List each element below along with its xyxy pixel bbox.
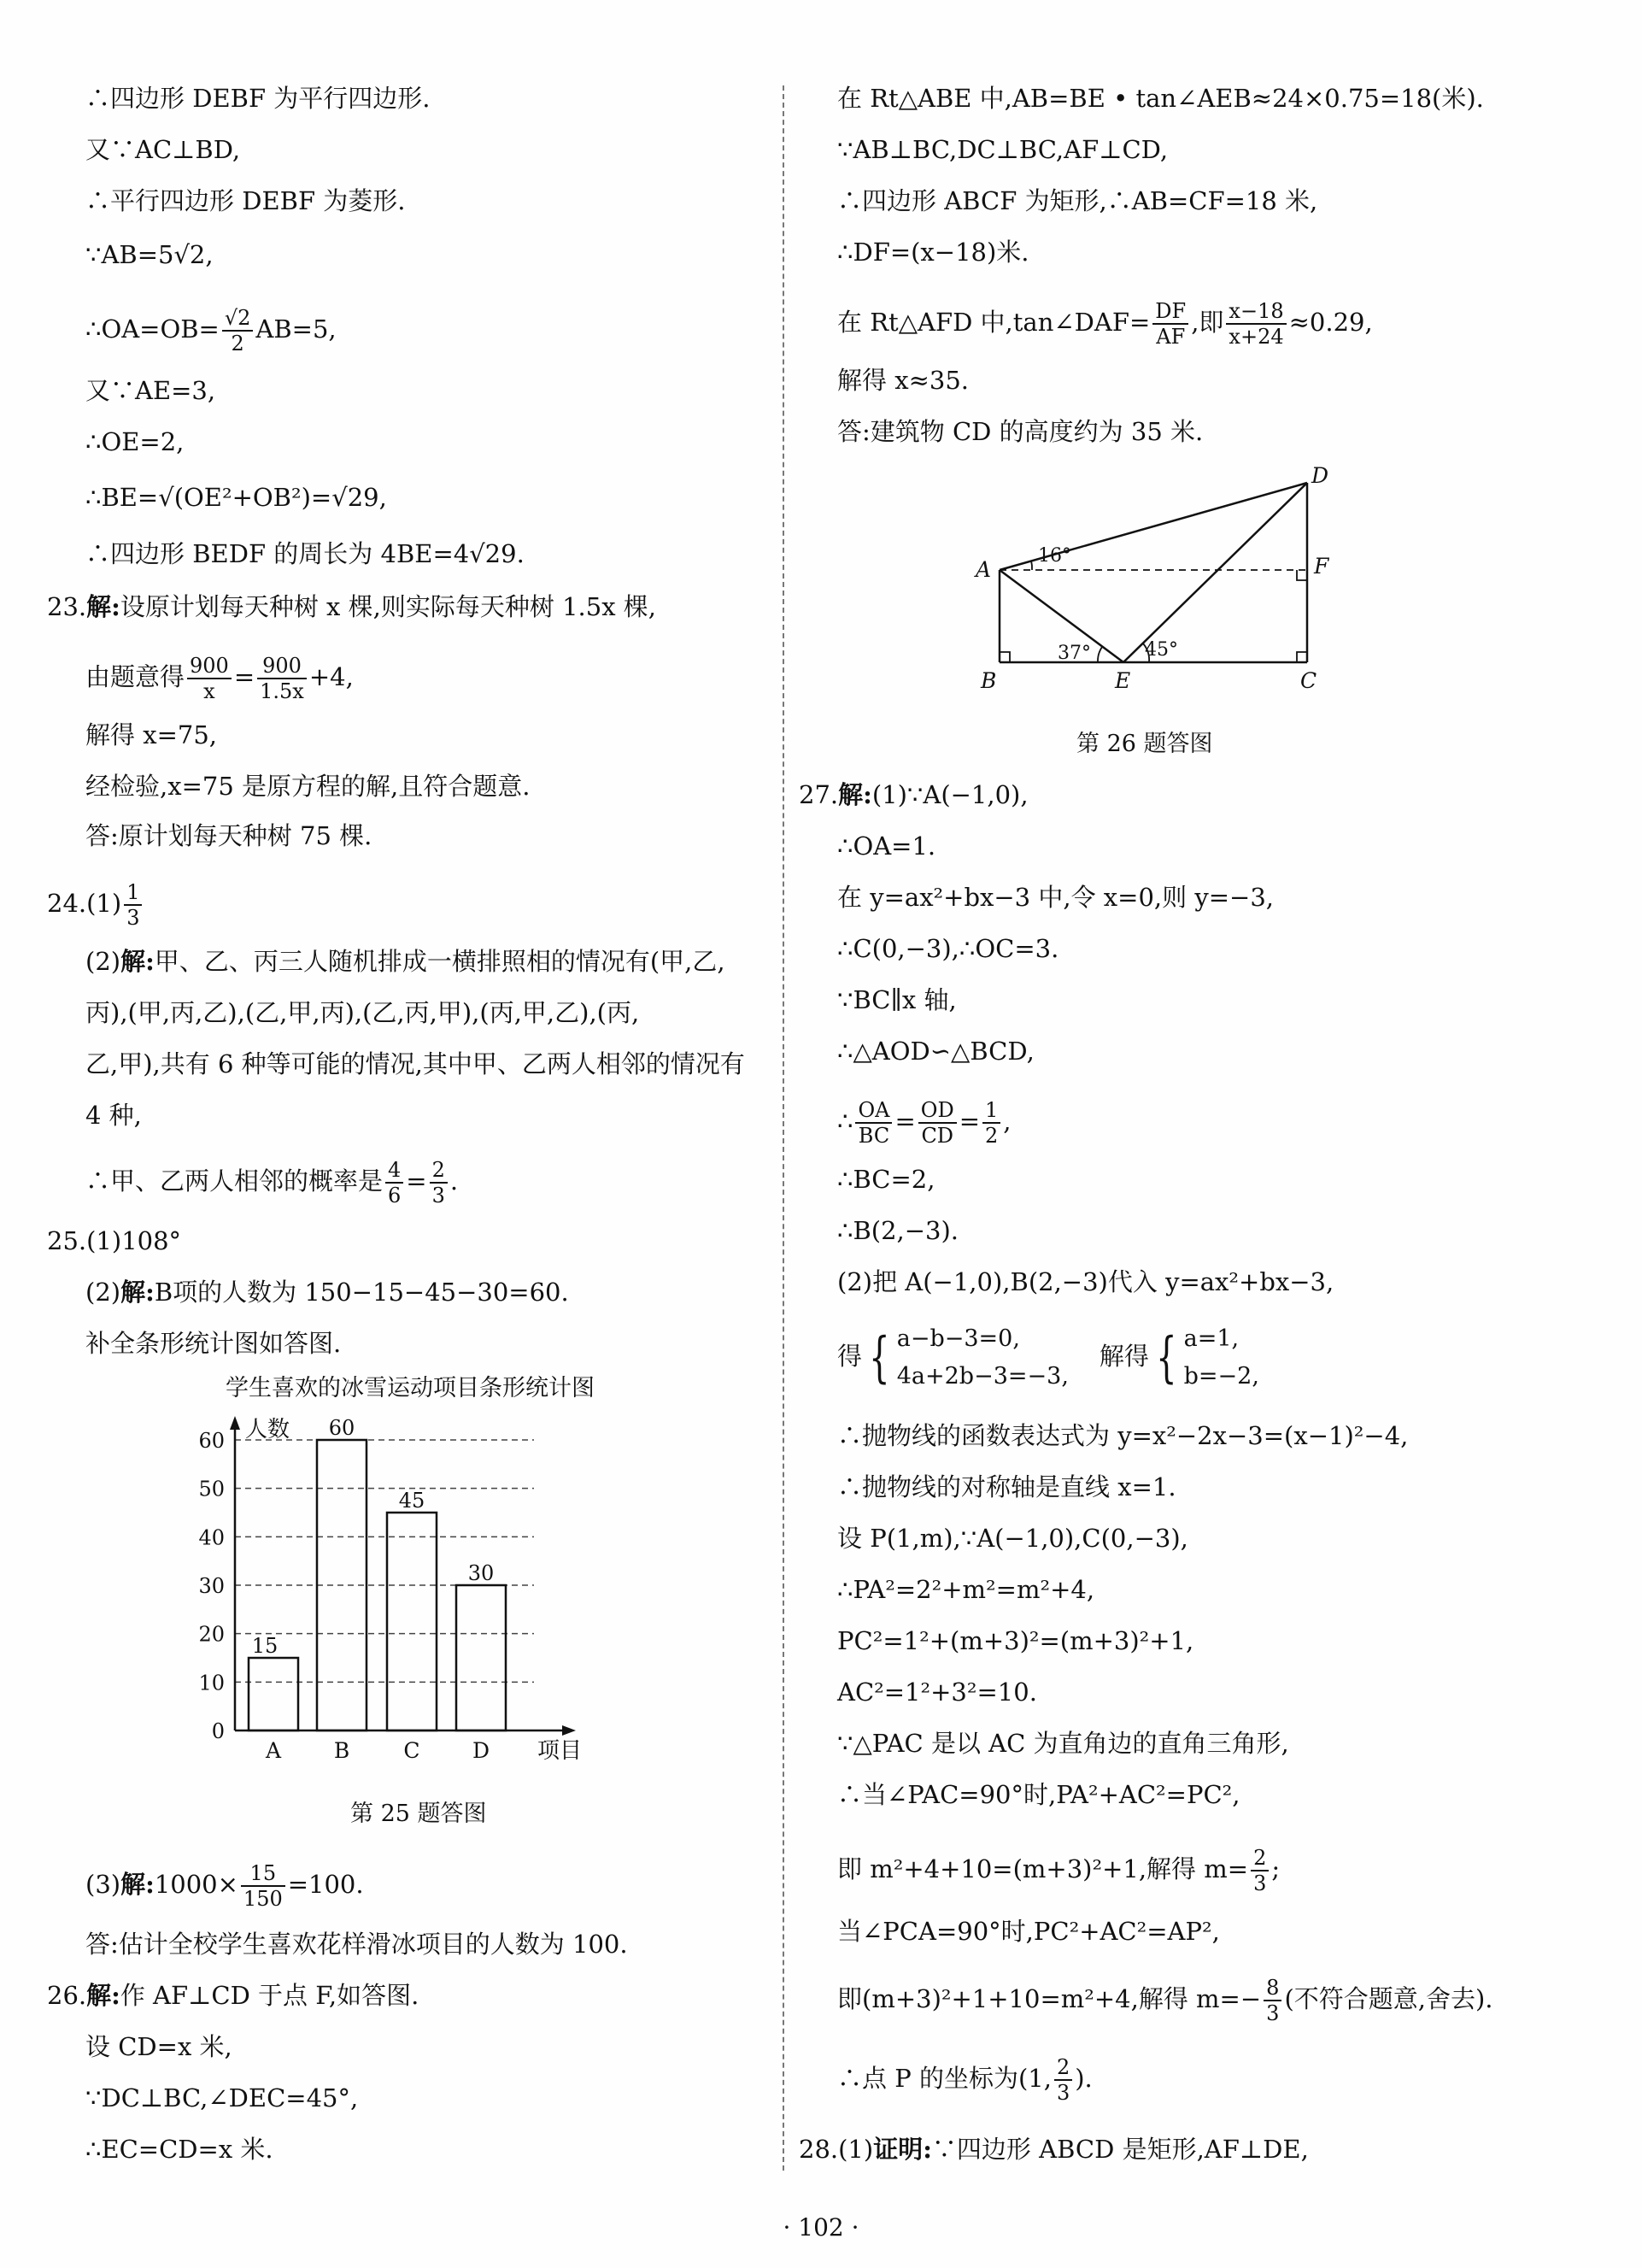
denominator: 3: [1056, 2081, 1070, 2105]
fraction: [918, 1098, 957, 1148]
text-line: 在 y=ax²+bx−3 中,令 x=0,则 y=−3,: [837, 883, 1274, 912]
y-axis-label: 人数: [245, 1417, 290, 1442]
numerator: 2: [1054, 2055, 1072, 2081]
numerator: OA: [855, 1098, 892, 1124]
text-segment: (1)∵A(−1,0),: [871, 780, 1029, 809]
fraction: [855, 1098, 892, 1148]
point-label-F: F: [1314, 554, 1329, 579]
bar: [456, 1585, 506, 1730]
denominator: 3: [1253, 1871, 1267, 1895]
text-line: AC²=1²+3²=10.: [837, 1677, 1037, 1707]
question-number: 23.: [47, 592, 87, 621]
text-line: [85, 654, 354, 703]
text-line: ∴平行四边形 DEBF 为菱形.: [85, 186, 406, 215]
fraction: [1264, 1976, 1281, 2025]
text-line: (2)把 A(−1,0),B(2,−3)代入 y=ax²+bx−3,: [837, 1267, 1334, 1296]
text-segment: 由题意得: [85, 662, 185, 691]
text-line: 4 种,: [85, 1101, 142, 1130]
denominator: 3: [1266, 2001, 1280, 2025]
text-line: ∴B(2,−3).: [837, 1216, 959, 1245]
question-23: [47, 590, 656, 624]
fraction: [1226, 299, 1286, 349]
figure-caption: 第 25 题答图: [350, 1801, 487, 1827]
bar: [387, 1513, 437, 1730]
point-label-A: A: [976, 557, 992, 582]
text-segment: (3): [85, 1870, 121, 1899]
system: [1184, 1320, 1259, 1395]
text-segment: ∴OA=OB=: [85, 314, 220, 344]
text-segment: +4,: [308, 662, 354, 691]
text-segment: ).: [1075, 2064, 1093, 2093]
y-axis-arrow: [230, 1416, 240, 1430]
equation: a−b−3=0,: [896, 1325, 1020, 1352]
text-segment: 解得: [1099, 1342, 1149, 1371]
equation: b=−2,: [1183, 1363, 1259, 1390]
text-segment: 即 m²+4+10=(m+3)²+1,解得 m=: [837, 1854, 1249, 1883]
text-line: [85, 1861, 364, 1911]
question-number: 28.(1): [799, 2135, 874, 2164]
text-segment: 1000×: [154, 1870, 238, 1899]
angle-label-45: 45°: [1145, 639, 1178, 661]
point-label-C: C: [1300, 668, 1317, 693]
denominator: x: [203, 679, 215, 703]
y-tick-label: 40: [198, 1525, 225, 1550]
text-segment: =: [959, 1107, 981, 1136]
solution-label: 解:: [120, 947, 155, 976]
text-line: 当∠PCA=90°时,PC²+AC²=AP²,: [837, 1917, 1220, 1946]
y-tick-label: 50: [198, 1477, 225, 1501]
text-segment: (2): [85, 1278, 121, 1307]
x-tick-label: C: [403, 1738, 420, 1763]
numerator: 1: [982, 1098, 1000, 1124]
text-line: ∴PA²=2²+m²=m²+4,: [837, 1575, 1095, 1604]
text-line: ∴OA=1.: [837, 831, 936, 861]
equation: 4a+2b−3=−3,: [896, 1363, 1069, 1390]
fraction: [385, 1158, 403, 1207]
geometry-figure-26: [965, 466, 1358, 701]
solution-label: 解:: [838, 780, 872, 809]
bar-value-label: 15: [251, 1634, 279, 1658]
text-line: [85, 944, 725, 978]
text-line: [837, 1098, 1012, 1148]
numerator: 2: [430, 1158, 448, 1184]
bar: [249, 1658, 298, 1730]
right-angle-C: [1297, 652, 1307, 662]
text-line: ∵AB=5√2,: [85, 240, 214, 269]
text-line: 答:建筑物 CD 的高度约为 35 米.: [837, 417, 1204, 446]
text-line: ∵△PAC 是以 AC 为直角边的直角三角形,: [837, 1729, 1289, 1758]
text-line: 设 CD=x 米,: [85, 2032, 232, 2061]
fraction: [982, 1098, 1000, 1148]
y-tick-label: 10: [198, 1671, 225, 1695]
point-label-B: B: [981, 668, 997, 693]
denominator: 1.5x: [260, 679, 304, 703]
text-line: [837, 299, 1373, 349]
bar-value-label: 60: [328, 1416, 355, 1440]
bar-value-label: 45: [398, 1489, 425, 1513]
numerator: 900: [257, 654, 307, 679]
text-segment: =: [894, 1107, 916, 1136]
text-line: 在 Rt△ABE 中,AB=BE • tan∠AEB≈24×0.75=18(米).: [837, 84, 1484, 113]
angle-arc-16: [1031, 561, 1032, 570]
text-line: 答:原计划每天种树 75 棵.: [85, 821, 372, 850]
denominator: CD: [921, 1124, 954, 1148]
text-line: [85, 1275, 569, 1309]
text-segment: 甲、乙、丙三人随机排成一横排照相的情况有(甲,乙,: [154, 947, 725, 976]
text-segment: =: [406, 1166, 427, 1196]
denominator: AF: [1156, 325, 1186, 349]
numerator: √2: [222, 306, 254, 332]
numerator: 900: [187, 654, 232, 679]
text-line: 经检验,x=75 是原方程的解,且符合题意.: [85, 772, 531, 801]
left-brace: {: [1156, 1326, 1177, 1390]
numerator: 15: [241, 1861, 285, 1887]
numerator: x−18: [1226, 299, 1286, 325]
text-segment: 作 AF⊥CD 于点 F,如答图.: [120, 1981, 419, 2010]
question-number: 27.: [799, 780, 839, 809]
text-line: ∴当∠PAC=90°时,PA²+AC²=PC²,: [837, 1780, 1240, 1809]
text-line: ∴BE=√(OE²+OB²)=√29,: [85, 483, 387, 512]
text-line: ∴BC=2,: [837, 1165, 935, 1194]
denominator: 150: [243, 1887, 283, 1911]
text-line: 乙,甲),共有 6 种等可能的情况,其中甲、乙两人相邻的情况有: [85, 1049, 745, 1078]
point-label-E: E: [1115, 668, 1131, 693]
bar-chart: [196, 1372, 624, 1782]
system: [897, 1320, 1069, 1395]
text-line: 答:估计全校学生喜欢花样滑冰项目的人数为 100.: [85, 1930, 628, 1959]
bar-value-label: 30: [467, 1561, 495, 1585]
numerator: 2: [1251, 1846, 1269, 1871]
y-tick-label: 0: [211, 1719, 225, 1743]
numerator: OD: [918, 1098, 957, 1124]
text-line: 设 P(1,m),∵A(−1,0),C(0,−3),: [837, 1524, 1188, 1553]
fraction: [187, 654, 232, 703]
y-tick-label: 20: [198, 1622, 225, 1647]
question-28: [799, 2132, 1309, 2166]
text-line: 丙),(甲,丙,乙),(乙,甲,丙),(乙,丙,甲),(丙,甲,乙),(丙,: [85, 998, 640, 1027]
text-line: ∴△AOD∽△BCD,: [837, 1037, 1035, 1066]
solution-label: 解:: [120, 1870, 155, 1899]
text-line: ∴抛物线的函数表达式为 y=x²−2x−3=(x−1)²−4,: [837, 1421, 1409, 1450]
text-line: [837, 1846, 1280, 1895]
fraction: [257, 654, 307, 703]
text-segment: ;: [1271, 1854, 1281, 1883]
y-tick-label: 60: [198, 1429, 225, 1453]
numerator: 1: [124, 880, 142, 906]
text-line: ∵BC∥x 轴,: [837, 985, 957, 1014]
text-segment: 在 Rt△AFD 中,tan∠DAF=: [837, 308, 1151, 337]
text-line: ∴抛物线的对称轴是直线 x=1.: [837, 1472, 1176, 1501]
denominator: 2: [985, 1124, 999, 1148]
numerator: 8: [1264, 1976, 1281, 2001]
text-line: 又∵AE=3,: [85, 376, 216, 405]
text-segment: =: [233, 662, 255, 691]
x-tick-label: B: [333, 1738, 350, 1763]
text-line: 解得 x≈35.: [837, 366, 969, 395]
equation: a=1,: [1183, 1325, 1240, 1352]
text-line: [85, 1158, 458, 1207]
question-24: [47, 880, 144, 930]
text-segment: =100.: [287, 1870, 364, 1899]
fraction: [1054, 2055, 1072, 2105]
text-segment: ∵四边形 ABCD 是矩形,AF⊥DE,: [931, 2135, 1309, 2164]
page-number: · 102 ·: [783, 2213, 859, 2242]
equation-system-line: [837, 1320, 1259, 1395]
column-divider: [783, 85, 784, 2171]
text-line: ∴EC=CD=x 米.: [85, 2135, 273, 2164]
numerator: 4: [385, 1158, 403, 1184]
fraction: [1251, 1846, 1269, 1895]
left-brace: {: [869, 1326, 890, 1390]
text-segment: ∴点 P 的坐标为(1,: [837, 2064, 1052, 2093]
text-segment: 即(m+3)²+1+10=m²+4,解得 m=−: [837, 1984, 1262, 2013]
angle-label-37: 37°: [1058, 643, 1091, 664]
question-number: 24.(1): [47, 889, 122, 918]
text-line: ∴四边形 ABCF 为矩形,∴AB=CF=18 米,: [837, 186, 1318, 215]
text-segment: ≈0.29,: [1288, 308, 1373, 337]
text-line: ∴C(0,−3),∴OC=3.: [837, 934, 1059, 963]
text-line: 又∵AC⊥BD,: [85, 135, 241, 164]
fraction: [1152, 299, 1188, 349]
text-line: 解得 x=75,: [85, 720, 217, 749]
text-segment: 设原计划每天种树 x 棵,则实际每天种树 1.5x 棵,: [120, 592, 656, 621]
text-segment: AB=5,: [255, 314, 337, 344]
y-tick-label: 30: [198, 1574, 225, 1598]
solution-label: 解:: [120, 1278, 155, 1307]
text-line: 补全条形统计图如答图.: [85, 1329, 342, 1358]
denominator: x+24: [1229, 325, 1284, 349]
fraction: [222, 306, 254, 355]
text-segment: ,: [1003, 1107, 1012, 1136]
text-segment: ∴: [837, 1107, 853, 1136]
text-line: [837, 1976, 1493, 2025]
numerator: DF: [1152, 299, 1188, 325]
x-tick-label: A: [265, 1738, 282, 1763]
x-axis-label: 项目: [537, 1738, 583, 1764]
figure-caption: 第 26 题答图: [1076, 731, 1213, 757]
text-line: ∴DF=(x−18)米.: [837, 238, 1029, 267]
right-angle-F: [1297, 570, 1307, 580]
text-line: ∴四边形 BEDF 的周长为 4BE=4√29.: [85, 539, 525, 568]
proof-label: 证明:: [873, 2135, 932, 2164]
text-line: ∵DC⊥BC,∠DEC=45°,: [85, 2083, 359, 2112]
chart-title: 学生喜欢的冰雪运动项目条形统计图: [226, 1375, 595, 1401]
denominator: 2: [231, 332, 244, 355]
text-line: [85, 306, 337, 355]
denominator: 3: [126, 906, 140, 930]
text-segment: (不符合题意,舍去).: [1284, 1984, 1493, 2013]
text-segment: .: [449, 1166, 459, 1196]
text-line: [837, 2055, 1093, 2105]
text-line: PC²=1²+(m+3)²=(m+3)²+1,: [837, 1626, 1194, 1655]
question-number: 26.: [47, 1981, 87, 2010]
text-line: ∴OE=2,: [85, 427, 185, 456]
denominator: 6: [388, 1184, 402, 1207]
text-segment: 得: [837, 1342, 863, 1371]
fraction: [241, 1861, 285, 1911]
solution-label: 解:: [86, 592, 120, 621]
denominator: BC: [858, 1124, 890, 1148]
text-segment: B项的人数为 150−15−45−30=60.: [154, 1278, 569, 1307]
text-segment: ∴甲、乙两人相邻的概率是: [85, 1166, 384, 1196]
question-26: [47, 1978, 419, 2012]
angle-label-16: 16°: [1038, 545, 1071, 567]
angle-arc-37: [1098, 647, 1102, 662]
text-line: ∴四边形 DEBF 为平行四边形.: [85, 84, 431, 113]
text-segment: (2): [85, 947, 121, 976]
denominator: 3: [431, 1184, 445, 1207]
text-segment: ,即: [1191, 308, 1224, 337]
fraction: [430, 1158, 448, 1207]
x-tick-label: D: [472, 1738, 490, 1763]
point-label-D: D: [1311, 466, 1329, 488]
right-angle-B: [1000, 652, 1010, 662]
text-line: ∵AB⊥BC,DC⊥BC,AF⊥CD,: [837, 135, 1169, 164]
fraction: [124, 880, 142, 930]
question-27: [799, 778, 1029, 812]
solution-label: 解:: [86, 1981, 120, 2010]
x-axis-arrow: [562, 1725, 576, 1736]
text-line: 25.(1)108°: [47, 1226, 182, 1255]
